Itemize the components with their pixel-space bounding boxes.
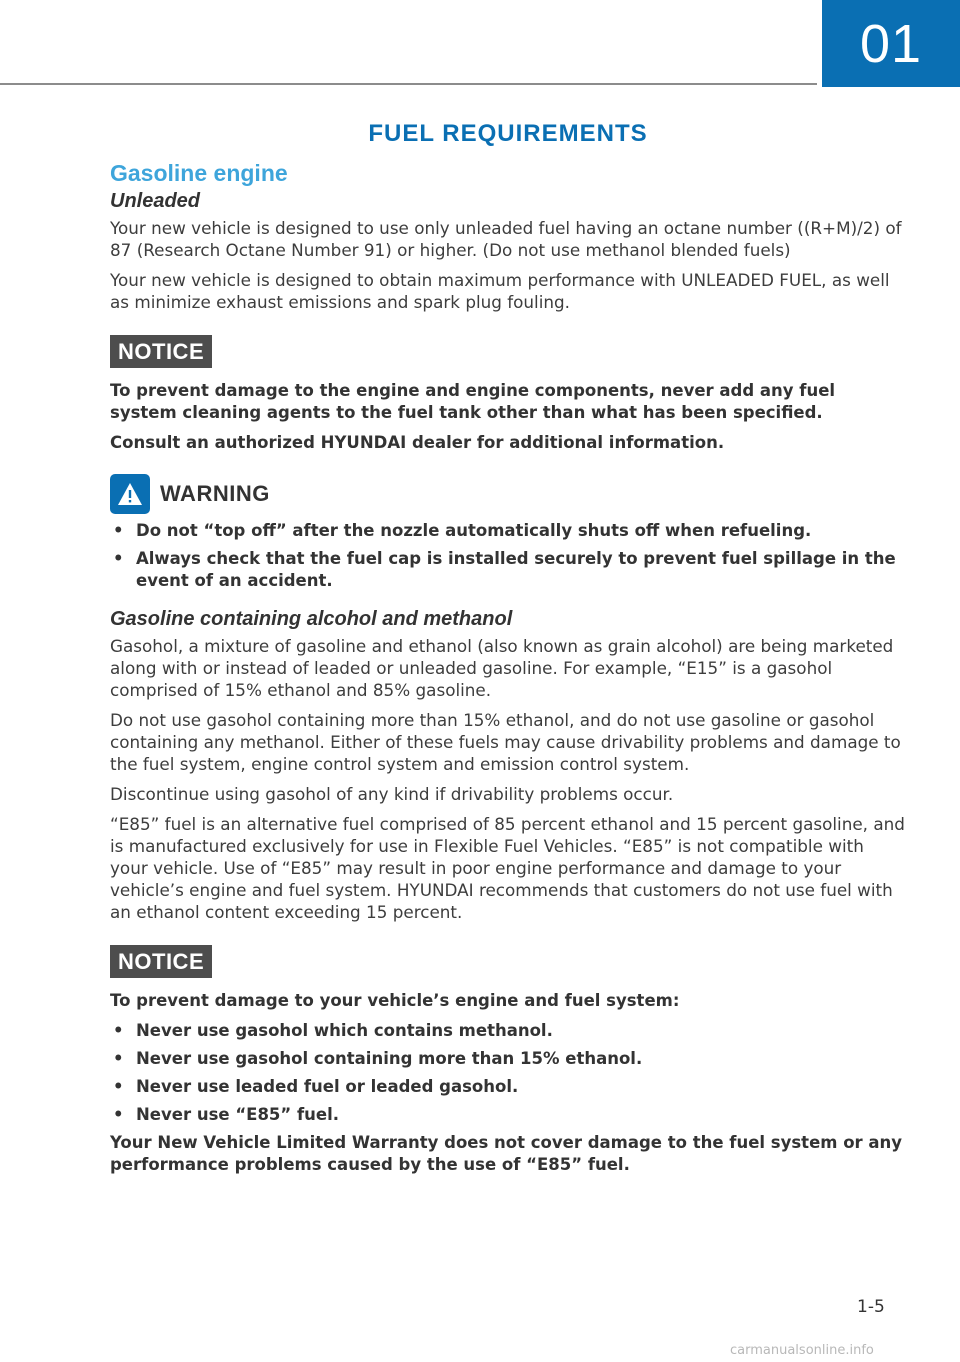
chapter-tab: 01 — [822, 0, 960, 87]
page-number: 1-5 — [857, 1297, 885, 1317]
notice-badge: NOTICE — [110, 335, 212, 368]
main-content — [110, 160, 905, 1184]
page-title: FUEL REQUIREMENTS — [368, 120, 648, 147]
unleaded-paragraph-2: Your new vehicle is designed to obtain maximum performance with UNLEADED FUEL, as well as minimize exhaust emissions and spark plug fouling. — [110, 270, 890, 312]
warning-list — [110, 520, 905, 592]
list-item: • Never use gasohol containing more than 15% ethanol. — [113, 1049, 643, 1068]
list-item: • Never use “E85” fuel. — [113, 1105, 340, 1124]
alcohol-paragraph-1: Gasohol, a mixture of gasoline and ethanol (also known as grain alcohol) are being marketed along with or instead of leaded or unleaded gasoline. For example, “E15” is a gasohol comprised of 15% ethanol and 85% gasoline. — [110, 636, 894, 700]
notice-outro: Your New Vehicle Limited Warranty does not cover damage to the fuel system or any performance problems caused by the use of “E85” fuel. — [110, 1133, 903, 1174]
warning-label: WARNING — [160, 481, 270, 506]
list-item: • Always check that the fuel cap is installed securely to prevent fuel spillage in the event of an accident. — [113, 549, 896, 590]
alcohol-paragraph-2: Do not use gasohol containing more than 15% ethanol, and do not use gasoline or gasohol containing any methanol. Either of these fuels may cause drivability problems and damage to the fuel system, engine control system and emission control system. — [110, 710, 901, 774]
notice-paragraph-2: Consult an authorized HYUNDAI dealer for additional information. — [110, 433, 725, 452]
alcohol-paragraph-4: “E85” fuel is an alternative fuel comprised of 85 percent ethanol and 15 percent gasoline, and is manufactured exclusively for use in Flexible Fuel Vehicles. “E85” is not compatible with your vehicle. Use of “E85” may result in poor engine performance and damage to your vehicle’s engine and fuel system. HYUNDAI recommends that customers do not use fuel with an ethanol content exceeding 15 percent. — [110, 814, 905, 922]
notice-list — [110, 1020, 905, 1126]
unleaded-paragraph-1: Your new vehicle is designed to use only unleaded fuel having an octane number ((R+M)/2) of 87 (Research Octane Number 91) or higher. (Do not use methanol blended fuels) — [110, 218, 902, 260]
notice-badge: NOTICE — [110, 945, 212, 978]
watermark-text: carmanualsonline.info — [730, 1343, 874, 1358]
list-item: • Never use leaded fuel or leaded gasohol. — [113, 1077, 519, 1096]
unleaded-heading: Unleaded — [110, 190, 201, 212]
warning-header — [110, 474, 905, 514]
alcohol-heading: Gasoline containing alcohol and methanol — [110, 608, 513, 630]
section-heading: Gasoline engine — [110, 160, 288, 186]
header-rule — [0, 83, 817, 85]
notice-paragraph-1: To prevent damage to the engine and engine components, never add any fuel system cleaning agents to the fuel tank other than what has been specified. — [110, 381, 836, 422]
notice-intro: To prevent damage to your vehicle’s engine and fuel system: — [110, 991, 680, 1010]
alcohol-paragraph-3: Discontinue using gasohol of any kind if drivability problems occur. — [110, 784, 674, 804]
warning-triangle-icon — [110, 474, 150, 514]
list-item: • Do not “top off” after the nozzle automatically shuts off when refueling. — [113, 521, 812, 540]
list-item: • Never use gasohol which contains methanol. — [113, 1021, 553, 1040]
